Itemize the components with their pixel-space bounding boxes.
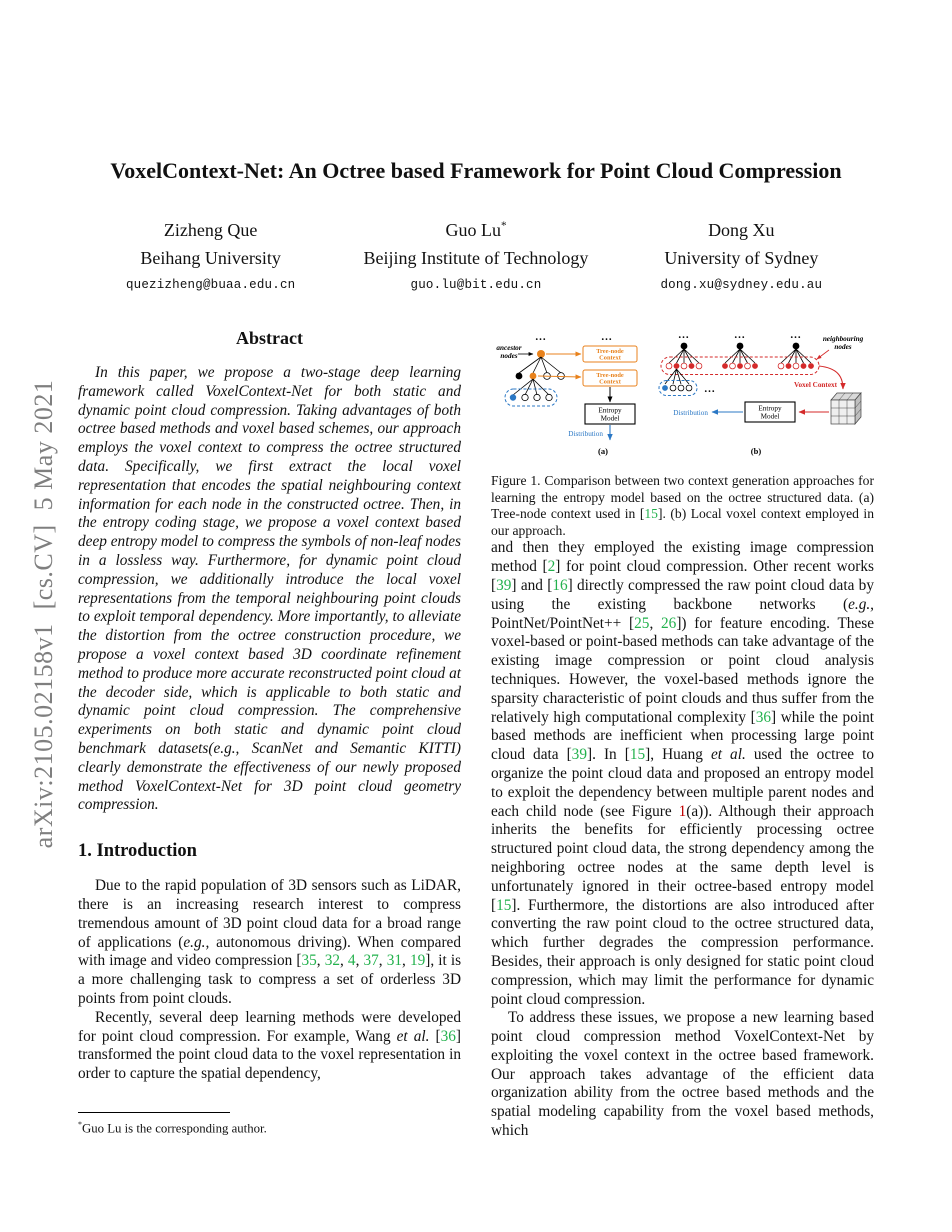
citation-link[interactable]: 2 xyxy=(547,558,556,576)
octree-node xyxy=(730,363,736,369)
author-name xyxy=(343,220,608,241)
text-segment: , xyxy=(402,952,410,970)
citation-link[interactable]: 16 xyxy=(552,576,568,594)
neighbouring-nodes-label: neighbouring xyxy=(822,335,864,343)
citation-link[interactable]: 39 xyxy=(571,746,587,764)
author-affiliation: University of Sydney xyxy=(664,248,819,268)
text-segment: autonomous driving). When compared with image and video compression [ xyxy=(78,933,461,970)
tree-node xyxy=(546,394,552,400)
octree-node xyxy=(674,363,680,369)
voxel-context-label: Voxel Context xyxy=(793,381,837,389)
figure1-caption xyxy=(491,473,874,539)
ellipsis: ... xyxy=(601,331,613,343)
paper-title: VoxelContext-Net: An Octree based Framework for Point Cloud Compression xyxy=(110,158,842,183)
section-heading-introduction: 1. Introduction xyxy=(78,841,197,862)
citation-link[interactable]: 4 xyxy=(347,952,356,970)
citation-link[interactable]: 15 xyxy=(496,896,512,914)
text-segment: , xyxy=(340,952,348,970)
octree-node xyxy=(689,363,695,369)
octree-node xyxy=(666,363,672,369)
distribution-label: Distribution xyxy=(568,430,603,438)
subfigure-b-label: (b) xyxy=(750,446,762,456)
octree-node xyxy=(752,363,758,369)
citation-link[interactable]: 36 xyxy=(440,1027,456,1045)
text-segment: (a)). Although their approach inherits the benefits for efficiently processing octree structured point cloud data, the strong dependency among the neighboring octree nodes at the same depth level is unfortunately ignored in their octree-based entropy model [ xyxy=(491,802,874,914)
octree-node xyxy=(696,363,702,369)
intro-paragraph-1 xyxy=(78,877,461,1009)
right-column xyxy=(491,326,874,1141)
arxiv-watermark: arXiv:2105.02158v1 [cs.CV] 5 May 2021 xyxy=(29,379,58,849)
author-email[interactable]: quezizheng@buaa.edu.cn xyxy=(125,278,296,292)
octree-node xyxy=(678,385,684,391)
citation-link[interactable]: 37 xyxy=(363,952,379,970)
author-name xyxy=(609,220,874,241)
text-segment: To address these issues, we propose a new learning based point cloud compression method VoxelContext-Net by exploiting the voxel context in the octree based framework. Our approach takes advantage of the efficient data organization ability from the octree based methods and the spatial modeling capability from the voxel based methods, which xyxy=(491,1009,874,1140)
ancestor-nodes-label: nodes xyxy=(500,352,518,360)
text-segment: [ xyxy=(429,1027,441,1045)
text-segment: ] while the point based methods are inefficient when processing large point cloud data [ xyxy=(491,708,874,764)
text-segment: ] for point cloud compression. Other recent works [ xyxy=(491,558,874,594)
octree-node xyxy=(786,363,792,369)
text-segment: ]. (b) Local voxel context employed in our approach. xyxy=(491,506,874,538)
citation-link[interactable]: 25 xyxy=(634,614,650,632)
tree-node xyxy=(530,373,537,380)
text-segment: Figure 1. Comparison between two context generation approaches for learning the entropy model based on the octree structured data. (a) Tree-node context used in [ xyxy=(491,473,874,522)
text-segment: e.g., xyxy=(183,933,210,951)
text-segment: ]. In [ xyxy=(586,746,630,764)
figure1-diagram xyxy=(491,326,874,466)
body-paragraph-2 xyxy=(491,1009,874,1141)
ellipsis: ... xyxy=(678,329,690,341)
footnote-mark: * xyxy=(78,1120,82,1129)
figure-1 xyxy=(491,326,874,539)
text-segment: ], it is a more challenging task to compress a set of orderless 3D points from point clouds. xyxy=(78,952,462,1007)
text-segment: and then they employed the existing image compression method [ xyxy=(491,539,874,576)
tree-node-context-label: Tree-node xyxy=(596,348,624,355)
parent-node xyxy=(681,343,688,350)
footnote-text xyxy=(78,1120,461,1136)
octree-node xyxy=(745,363,751,369)
citation-link[interactable]: 19 xyxy=(409,952,426,970)
ellipsis: ... xyxy=(535,331,547,343)
left-column xyxy=(78,326,461,1141)
text-segment: et al. xyxy=(710,746,746,764)
octree-node xyxy=(681,363,687,369)
text-segment: , xyxy=(649,614,662,632)
text-segment: e.g., xyxy=(848,595,874,613)
octree-node xyxy=(686,385,692,391)
octree-node xyxy=(737,363,743,369)
current-node xyxy=(510,394,516,400)
ellipsis: ... xyxy=(704,383,716,395)
author-1 xyxy=(78,220,343,292)
text-segment: ] and [ xyxy=(511,576,553,594)
octree-node xyxy=(808,363,814,369)
citation-link[interactable]: 26 xyxy=(661,614,677,632)
text-segment: ] directly compressed the raw point cloud data by using the existing backbone networks ( xyxy=(491,576,874,613)
text-segment: ], Huang xyxy=(645,746,711,764)
footnote-rule xyxy=(78,1112,230,1113)
text-segment: et al. xyxy=(396,1027,430,1045)
footnote-body: Guo Lu is the corresponding author. xyxy=(81,1121,267,1136)
author-name-text: Guo Lu xyxy=(445,220,501,240)
ancestor-nodes-label: ancestor xyxy=(496,344,522,352)
octree-node xyxy=(778,363,784,369)
text-segment: , xyxy=(378,952,387,970)
author-email[interactable]: dong.xu@sydney.edu.au xyxy=(660,278,823,292)
tree-node-context-label: Tree-node xyxy=(596,372,624,379)
octree-node xyxy=(670,385,676,391)
abstract-text: In this paper, we propose a two-stage deep learning framework called VoxelContext-Net for both static and dynamic point cloud compression. Taking advantages of both octree based methods and voxel based schemes, our approach employs the voxel context to compress the octree structured data. Specifically, we first extract the local voxel representation that encodes the spatial neighbouring context information for each node in the constructed octree. Then, in the entropy coding stage, we propose a voxel context based deep entropy model to compress the symbols of non-leaf nodes in a lossless way. Furthermore, for dynamic point cloud compression, we additionally introduce the local voxel representations from the temporal neighbouring point clouds to exploit temporal dependency. More importantly, to alleviate the distortion from the octree construction procedure, we propose a voxel context based 3D coordinate refinement method to produce more accurate reconstructed point cloud at the decoder side, which is applicable to both static and dynamic point cloud compression. The comprehensive experiments on both static and dynamic point cloud benchmark datasets(e.g., ScanNet and Semantic KITTI) clearly demonstrate the effectiveness of our newly proposed method VoxelContext-Net for 3D point cloud geometry compression. xyxy=(78,364,461,814)
parent-node xyxy=(793,343,800,350)
author-block xyxy=(78,220,874,292)
tree-node-context-label: Context xyxy=(599,378,621,386)
paper-content xyxy=(78,0,874,1141)
current-node xyxy=(662,385,668,391)
text-segment: Due to the rapid population of 3D sensors such as LiDAR, there is an increasing research interest to compress tremendous amount of 3D point cloud data for a broad range of applications ( xyxy=(78,877,461,951)
author-affiliation: Beijing Institute of Technology xyxy=(363,248,589,268)
author-3 xyxy=(609,220,874,292)
entropy-model-label: Model xyxy=(600,414,620,423)
figure-reference-link[interactable]: 1 xyxy=(678,802,687,820)
entropy-model-label: Entropy xyxy=(598,406,622,415)
citation-link[interactable]: 15 xyxy=(629,746,646,764)
abstract-heading: Abstract xyxy=(236,328,303,348)
root-node xyxy=(537,350,545,358)
body-paragraph-1 xyxy=(491,539,874,1009)
text-segment: used the octree to organize the point cloud data and proposed an entropy model to exploit the dependency between multiple parent nodes and each child node (see Figure xyxy=(491,746,874,820)
tree-node-context-label: Context xyxy=(599,354,621,362)
octree-node xyxy=(793,363,799,369)
text-segment: , xyxy=(355,952,364,970)
citation-link[interactable]: 39 xyxy=(496,576,512,594)
author-name-text: Zizheng Que xyxy=(163,220,258,240)
entropy-model-label: Entropy xyxy=(758,404,782,413)
octree-node xyxy=(801,363,807,369)
citation-link[interactable]: 31 xyxy=(386,952,403,970)
author-2 xyxy=(343,220,608,292)
entropy-model-label: Model xyxy=(760,412,780,421)
text-segment: ]) for feature encoding. These voxel-based or point-based methods can take advantage of the existing image compression or point cloud analysis techniques. However, the voxel-based methods ignore the sparsity characteristic of point clouds and thus suffer from the relatively high computational complexity [ xyxy=(491,614,874,726)
author-name xyxy=(78,220,343,241)
citation-link[interactable]: 32 xyxy=(324,952,340,970)
author-affiliation: Beihang University xyxy=(140,248,281,268)
parent-node xyxy=(737,343,744,350)
distribution-label: Distribution xyxy=(673,409,708,417)
citation-link[interactable]: 36 xyxy=(755,708,772,726)
subfigure-a-label: (a) xyxy=(598,446,608,456)
author-email[interactable]: guo.lu@bit.edu.cn xyxy=(410,278,542,292)
tree-node xyxy=(534,394,540,400)
ellipsis: ... xyxy=(790,329,802,341)
footnote xyxy=(78,1112,461,1136)
text-segment: , xyxy=(316,952,325,970)
text-segment: ]. Furthermore, the distortions are also introduced after converting the raw point cloud to the octree structured data, which further degrades the compression performance. Besides, their approach is only designed for static point cloud compression, which may limit the performance for dynamic point cloud compression. xyxy=(491,896,874,1008)
ellipsis: ... xyxy=(734,329,746,341)
tree-node xyxy=(516,373,523,380)
voxel-cube-icon xyxy=(831,393,861,424)
author-name-text: Dong Xu xyxy=(708,220,775,240)
citation-link[interactable]: 15 xyxy=(644,506,658,522)
neighbouring-nodes-label: nodes xyxy=(834,343,852,351)
two-column-body xyxy=(78,326,874,1141)
text-segment: PointNet/PointNet++ [ xyxy=(491,614,635,632)
tree-node xyxy=(522,394,528,400)
intro-paragraph-2 xyxy=(78,1009,461,1084)
author-mark: * xyxy=(500,220,507,232)
octree-node xyxy=(722,363,728,369)
text-segment: Recently, several deep learning methods were developed for point cloud compression. For example, Wang xyxy=(78,1008,461,1045)
text-segment: ] transformed the point cloud data to the voxel representation in order to capture the spatial dependency, xyxy=(78,1027,461,1083)
citation-link[interactable]: 35 xyxy=(301,952,317,970)
